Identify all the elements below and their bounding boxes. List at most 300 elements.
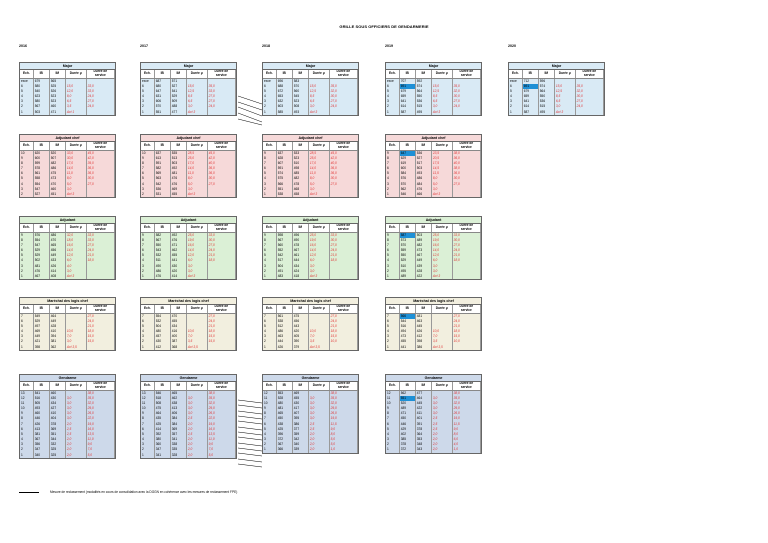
table-cell: 45,0 [329,150,357,156]
table-cell: 2 [141,104,154,109]
table-header-row [263,70,358,78]
table-cell: 396 [276,432,292,437]
column-header: IM [415,382,431,390]
table-cell: 14,0 [186,248,207,253]
table-cell: 5 [386,427,399,432]
column-header: IB [33,70,49,78]
table-cell: 3,0 [65,269,86,274]
table-cell: 8 [263,156,276,161]
column-header: Durée de service [207,224,235,232]
table-cell: 3 [20,263,33,268]
column-header: IM [49,70,65,78]
table-cell: 456 [49,248,65,253]
table-cell: 429 [399,427,415,432]
grade-table-adjudant [140,216,237,280]
table-cell: 478 [292,181,308,186]
table-cell: 564 [538,89,554,94]
column-header: IM [415,305,431,313]
table-cell [86,192,114,197]
grade-table-gendarme [262,374,359,454]
table-cell: 540 [33,89,49,94]
column-header: Ech. [20,382,33,390]
table-cell: 11,0 [207,437,235,442]
table-cell: 413 [33,427,49,432]
table-cell: 8,0 [186,176,207,181]
table-cell: 3,0 [308,104,329,109]
column-header: IB [154,305,170,313]
table-cell: 12 [141,396,154,401]
table-cell: 9 [386,150,399,156]
column-header: Ech. [263,305,276,313]
table-cell: 1 [263,274,276,279]
table-cell: 560 [276,243,292,248]
table-cell: 550 [415,94,431,99]
column-header: IM [170,142,186,150]
table-row [141,274,236,279]
table-cell: 476 [154,274,170,279]
table-cell: 4 [386,432,399,437]
table-cell: 503 [33,109,49,114]
table-cell: 512 [276,324,292,329]
table-cell: 12,0 [431,253,452,258]
table-cell: 400 [170,334,186,339]
grade-title: Adjudant [263,217,358,224]
table-cell: 38,0 [86,390,114,396]
table-cell: 27,0 [86,313,114,319]
table-cell: 486 [49,232,65,238]
column-header: Ech. [141,224,154,232]
table-row [20,274,115,279]
table-cell: 489 [399,274,415,279]
table-cell: 450 [276,416,292,421]
table-cell: 379 [292,344,308,349]
table-cell: 377 [292,427,308,432]
table-cell: 1 [20,453,33,458]
table-cell: 4 [263,176,276,181]
table-cell: 465 [276,411,292,416]
table-cell: 6,0 [65,258,86,263]
table-cell: 476 [33,269,49,274]
column-header: IM [538,70,554,78]
table-cell: 493 [415,171,431,176]
table-cell: 27,0 [329,313,357,319]
table-cell: 5,0 [86,453,114,458]
column-header: Durée μ [431,224,452,232]
grade-title: Maréchal des logis chef [263,298,358,305]
table-cell: 407 [292,411,308,416]
table-cell: 449 [33,334,49,339]
table-cell: 15,0 [554,84,575,89]
table-cell: 2,0 [431,442,452,447]
table-cell: 2 [263,269,276,274]
connector-line [238,113,262,122]
table-cell: 502 [33,258,49,263]
table-cell: 414 [170,274,186,279]
table-cell: 542 [276,253,292,258]
table-cell: 4 [141,329,154,334]
table-cell: 19,0 [308,238,329,243]
table-cell: 32,0 [86,401,114,406]
table-cell: 4 [386,258,399,263]
table-cell: 583 [292,78,308,84]
table-cell: 3 [509,99,522,104]
table-cell: 27,0 [329,99,357,104]
table-cell: 27,0 [329,243,357,248]
table-cell: 570 [399,181,415,186]
table-cell: 508 [154,401,170,406]
table-cell: 15,0 [207,339,235,344]
table-cell: 6,5 [308,99,329,104]
table-cell: 5 [141,324,154,329]
table-cell: 347 [33,447,49,452]
table-cell: 517 [276,258,292,263]
table-cell: 8,5 [554,94,575,99]
table-cell: 27,0 [452,181,480,186]
table-cell: 3 [20,99,33,104]
table-cell: 42,0 [86,156,114,161]
table-cell: Act 3,5 [186,344,207,349]
table-cell: 395 [292,416,308,421]
table-cell: 547 [33,187,49,192]
table-header-row [141,142,236,150]
table-cell: 30,0 [452,238,480,243]
table-cell: exce [386,78,399,84]
table-cell: 536 [415,150,431,156]
table-cell: 32,0 [207,401,235,406]
table-cell: 463 [415,319,431,324]
table-cell: 38,0 [329,390,357,396]
column-header: IM [170,305,186,313]
table-cell: 378 [415,427,431,432]
table-cell: 11,0 [186,171,207,176]
table-cell: 3,0 [186,187,207,192]
table-cell: 458 [292,192,308,197]
column-header: Durée μ [308,305,329,313]
table-cell: 16,0 [86,427,114,432]
table-cell: 446 [33,416,49,421]
table-cell: 467 [33,274,49,279]
table-cell: 8,5 [431,94,452,99]
table-cell: 600 [399,166,415,171]
table-cell: 481 [33,263,49,268]
table-cell: 529 [170,94,186,99]
table-cell: 3,0 [431,263,452,268]
grade-title: Adjudant chef [141,135,236,142]
table-cell: 1 [141,453,154,458]
table-cell: 7 [386,243,399,248]
table-cell: Act 3 [431,192,452,197]
column-header: Durée de service [207,305,235,313]
table-cell: 469 [33,329,49,334]
table-cell: exce [263,78,276,84]
table-header-row [263,305,358,313]
table-cell: 562 [399,390,415,396]
table-cell: 475 [49,171,65,176]
table-cell: 366 [276,447,292,452]
table-cell: 391 [415,421,431,426]
column-header: Durée μ [186,70,207,78]
table-cell: 32,0 [452,401,480,406]
table-header-row [141,224,236,232]
table-cell: 32,0 [329,89,357,94]
table-cell: 631 [154,94,170,99]
table-cell: 2 [141,447,154,452]
table-cell: 5,0 [308,181,329,186]
table-cell: 13 [141,390,154,396]
connector-line [238,416,262,419]
table-cell: 532 [154,319,170,324]
table-cell: 6 [20,84,33,89]
table-cell: 504 [154,324,170,329]
table-cell: 24,0 [207,248,235,253]
table-cell: 489 [415,238,431,243]
table-cell: 679 [33,78,49,84]
table-cell: 9,0 [329,427,357,432]
table-cell: 14,0 [308,248,329,253]
grade-table-major [508,62,605,116]
table-cell: 4 [386,94,399,99]
table-cell: 6 [386,84,399,89]
grade-table-major [140,62,237,116]
table-cell: 3,0 [186,269,207,274]
table-cell: 493 [33,406,49,411]
table-cell: 9 [386,232,399,238]
column-header: Ech. [263,142,276,150]
table-cell: 24,0 [207,104,235,109]
table-cell: 11,0 [86,437,114,442]
table-cell: 1 [263,447,276,452]
table-cell: 3 [386,437,399,442]
table-cell: 7 [386,313,399,319]
table-cell: 348 [415,442,431,447]
table-cell: 347 [154,447,170,452]
table-cell: 3,0 [186,406,207,411]
table-cell: 439 [415,263,431,268]
table-cell: 476 [170,176,186,181]
table-cell: 510 [399,263,415,268]
table-cell: 3,0 [186,104,207,109]
grade-grid [263,142,358,197]
table-cell: 5 [386,89,399,94]
column-header: Durée μ [186,224,207,232]
table-cell: 36,0 [207,166,235,171]
column-header: IM [49,142,65,150]
table-cell: 4 [263,432,276,437]
table-cell: 485 [292,171,308,176]
table-cell: 6 [20,427,33,432]
table-cell: 542 [154,181,170,186]
table-cell: 574 [276,171,292,176]
table-cell: 369 [170,427,186,432]
table-cell: 9 [263,406,276,411]
table-cell: 571 [170,78,186,84]
table-cell: Act 3 [431,274,452,279]
table-cell: 466 [415,192,431,197]
table-cell: 546 [399,192,415,197]
table-cell: 455 [170,319,186,324]
table-cell: 33,0 [207,232,235,238]
table-cell: 584 [399,171,415,176]
table-cell: 422 [415,274,431,279]
table-cell: 11,5 [452,421,480,426]
table-cell: 529 [33,319,49,324]
column-header: Ech. [263,224,276,232]
column-header: IM [292,305,308,313]
table-header-row [386,142,481,150]
table-cell: 1 [263,109,276,114]
table-cell: 3 [386,263,399,268]
table-cell [452,344,480,349]
grade-table-adjudant [19,216,116,280]
column-header: IB [522,70,538,78]
table-cell: 3 [386,334,399,339]
table-cell: 576 [399,176,415,181]
grade-grid [263,305,358,350]
table-cell [207,344,235,349]
table-cell: 659 [399,94,415,99]
column-header: Durée de service [86,305,114,313]
table-cell: 477 [170,109,186,114]
column-header: Durée μ [308,142,329,150]
table-cell: 9 [20,156,33,161]
table-cell: 486 [154,269,170,274]
table-cell: 2,0 [65,453,86,458]
grade-grid [20,224,115,279]
table-cell: 2,0 [65,442,86,447]
table-cell: 536 [154,187,170,192]
table-cell: 4,0 [65,263,86,268]
table-cell: 27,0 [207,181,235,186]
table-cell: 2,0 [308,432,329,437]
table-row [141,192,236,197]
table-cell: 2 [20,104,33,109]
table-cell: 11 [20,401,33,406]
table-cell: 9,0 [207,442,235,447]
table-cell: 574 [415,84,431,89]
table-cell: 5 [141,89,154,94]
table-cell: 30,0 [86,176,114,181]
table-cell: 7,0 [431,334,452,339]
table-cell: 29,0 [452,406,480,411]
table-cell: 7 [20,421,33,426]
table-cell: 1 [263,192,276,197]
table-cell: 7 [141,166,154,171]
table-cell: 481 [276,406,292,411]
table-cell: 7 [141,421,154,426]
table-cell: 566 [399,313,415,319]
table-cell: 541 [33,390,49,396]
table-cell: 7 [20,243,33,248]
table-cell: 587 [399,232,415,238]
table-row [141,453,236,458]
table-cell: 8 [386,411,399,416]
table-cell: 24,0 [452,104,480,109]
table-cell: 11,0 [308,171,329,176]
column-header: Durée de service [452,382,480,390]
table-cell: 339 [292,447,308,452]
table-cell: 328 [170,453,186,458]
table-cell: 27,0 [207,243,235,248]
table-cell: 2 [386,269,399,274]
table-cell: 491 [276,269,292,274]
grade-title: Gendarme [263,375,358,382]
connector-line [238,464,262,467]
column-header: Durée μ [65,70,86,78]
table-cell: 455 [292,396,308,401]
table-cell: 29,0 [329,406,357,411]
table-cell: 505 [33,401,49,406]
column-header: Durée μ [65,224,86,232]
column-header: Ech. [263,70,276,78]
table-cell: 2,5 [431,421,452,426]
table-cell: 5 [20,432,33,437]
table-cell: Act 3 [186,109,207,114]
column-header: Durée de service [575,70,603,78]
table-cell: 425 [276,427,292,432]
table-cell: 449 [415,258,431,263]
table-cell: 641 [399,99,415,104]
column-header: Durée μ [431,305,452,313]
table-cell: 4 [509,94,522,99]
grade-title: Gendarme [20,375,115,382]
table-cell: 16,0 [207,427,235,432]
grade-table-mar-chal-des-logis-chef [140,297,237,351]
table-cell: 523 [292,99,308,104]
table-cell: 476 [170,181,186,186]
table-cell: 672 [276,89,292,94]
table-cell: 19,0 [452,416,480,421]
table-cell: 486 [49,166,65,171]
table-cell: Act 3 [186,192,207,197]
table-cell: 509 [170,99,186,104]
table-cell: 332 [49,442,65,447]
table-cell: 4,0 [452,442,480,447]
table-cell: 446 [399,421,415,426]
table-cell: 341 [154,453,170,458]
connector-line [238,453,262,456]
table-cell: 6,0 [186,258,207,263]
table-cell: 22,0 [86,416,114,421]
table-cell: 18,0 [329,329,357,334]
table-cell: 3 [141,334,154,339]
table-cell: 6 [141,427,154,432]
table-cell: 40,0 [207,161,235,166]
table-cell: 3,5 [308,339,329,344]
column-header: IM [292,142,308,150]
table-cell: 364 [415,432,431,437]
table-cell: 687 [154,78,170,84]
table-cell: 17,0 [308,161,329,166]
table-cell: 5 [263,253,276,258]
grade-title: Major [263,63,358,70]
table-cell: 434 [292,263,308,268]
grade-title: Gendarme [386,375,481,382]
table-cell: 33,0 [329,232,357,238]
table-cell: 410 [49,411,65,416]
table-row [20,344,115,349]
table-cell: 1,0 [329,447,357,452]
table-cell: 3 [141,442,154,447]
table-cell: 18,0 [86,329,114,334]
table-cell: 428 [49,324,65,329]
table-cell: 40,0 [452,161,480,166]
column-header: IM [49,224,65,232]
table-cell: 538 [276,192,292,197]
table-cell: 494 [399,329,415,334]
column-header: IM [415,142,431,150]
table-cell: 10,0 [431,329,452,334]
table-header-row [386,382,481,390]
